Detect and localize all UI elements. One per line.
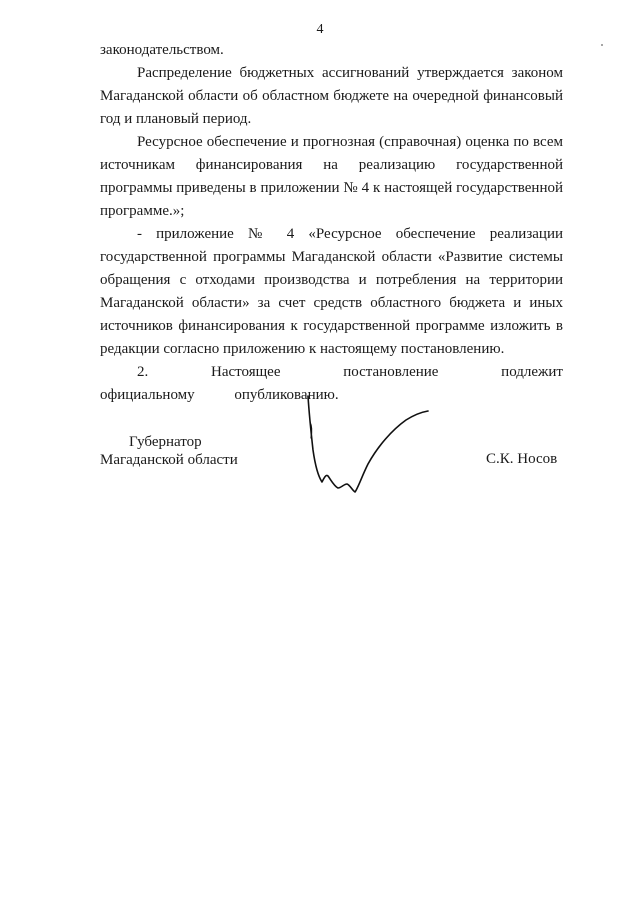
paragraph-continuation: законодательством. xyxy=(100,42,224,58)
paragraph-appendix-item: - приложение № 4 «Ресурсное обеспечение реализации государственной программы Магаданской области «Развитие системы обращения с отходами производства и потребления на территории Магаданской области» за счет средств областного бюджета и иных источников финансирования к государственной программе изложить в редакции согласно приложению к настоящему постановлению. xyxy=(100,226,563,357)
signatory-title: Губернатор xyxy=(129,434,202,450)
scan-speck xyxy=(601,44,603,46)
page-number: 4 xyxy=(316,22,324,37)
paragraph-budget-allocation: Распределение бюджетных ассигнований утверждается законом Магаданской области об областном бюджете на очередной финансовый год и плановый период. xyxy=(100,65,563,127)
signatory-region: Магаданской области xyxy=(100,452,238,468)
signer-name: С.К. Носов xyxy=(486,451,558,467)
paragraph-resource-provision: Ресурсное обеспечение и прогнозная (справочная) оценка по всем источникам финансирования на реализацию государственной программы приведены в приложении № 4 к настоящей государственной программе.»; xyxy=(100,134,563,219)
handwritten-signature xyxy=(300,392,440,502)
paragraph-publication: 2. Настоящее постановление подлежит официальному опубликованию. xyxy=(100,364,563,403)
document-body xyxy=(100,39,563,407)
signatory-position xyxy=(100,433,300,469)
